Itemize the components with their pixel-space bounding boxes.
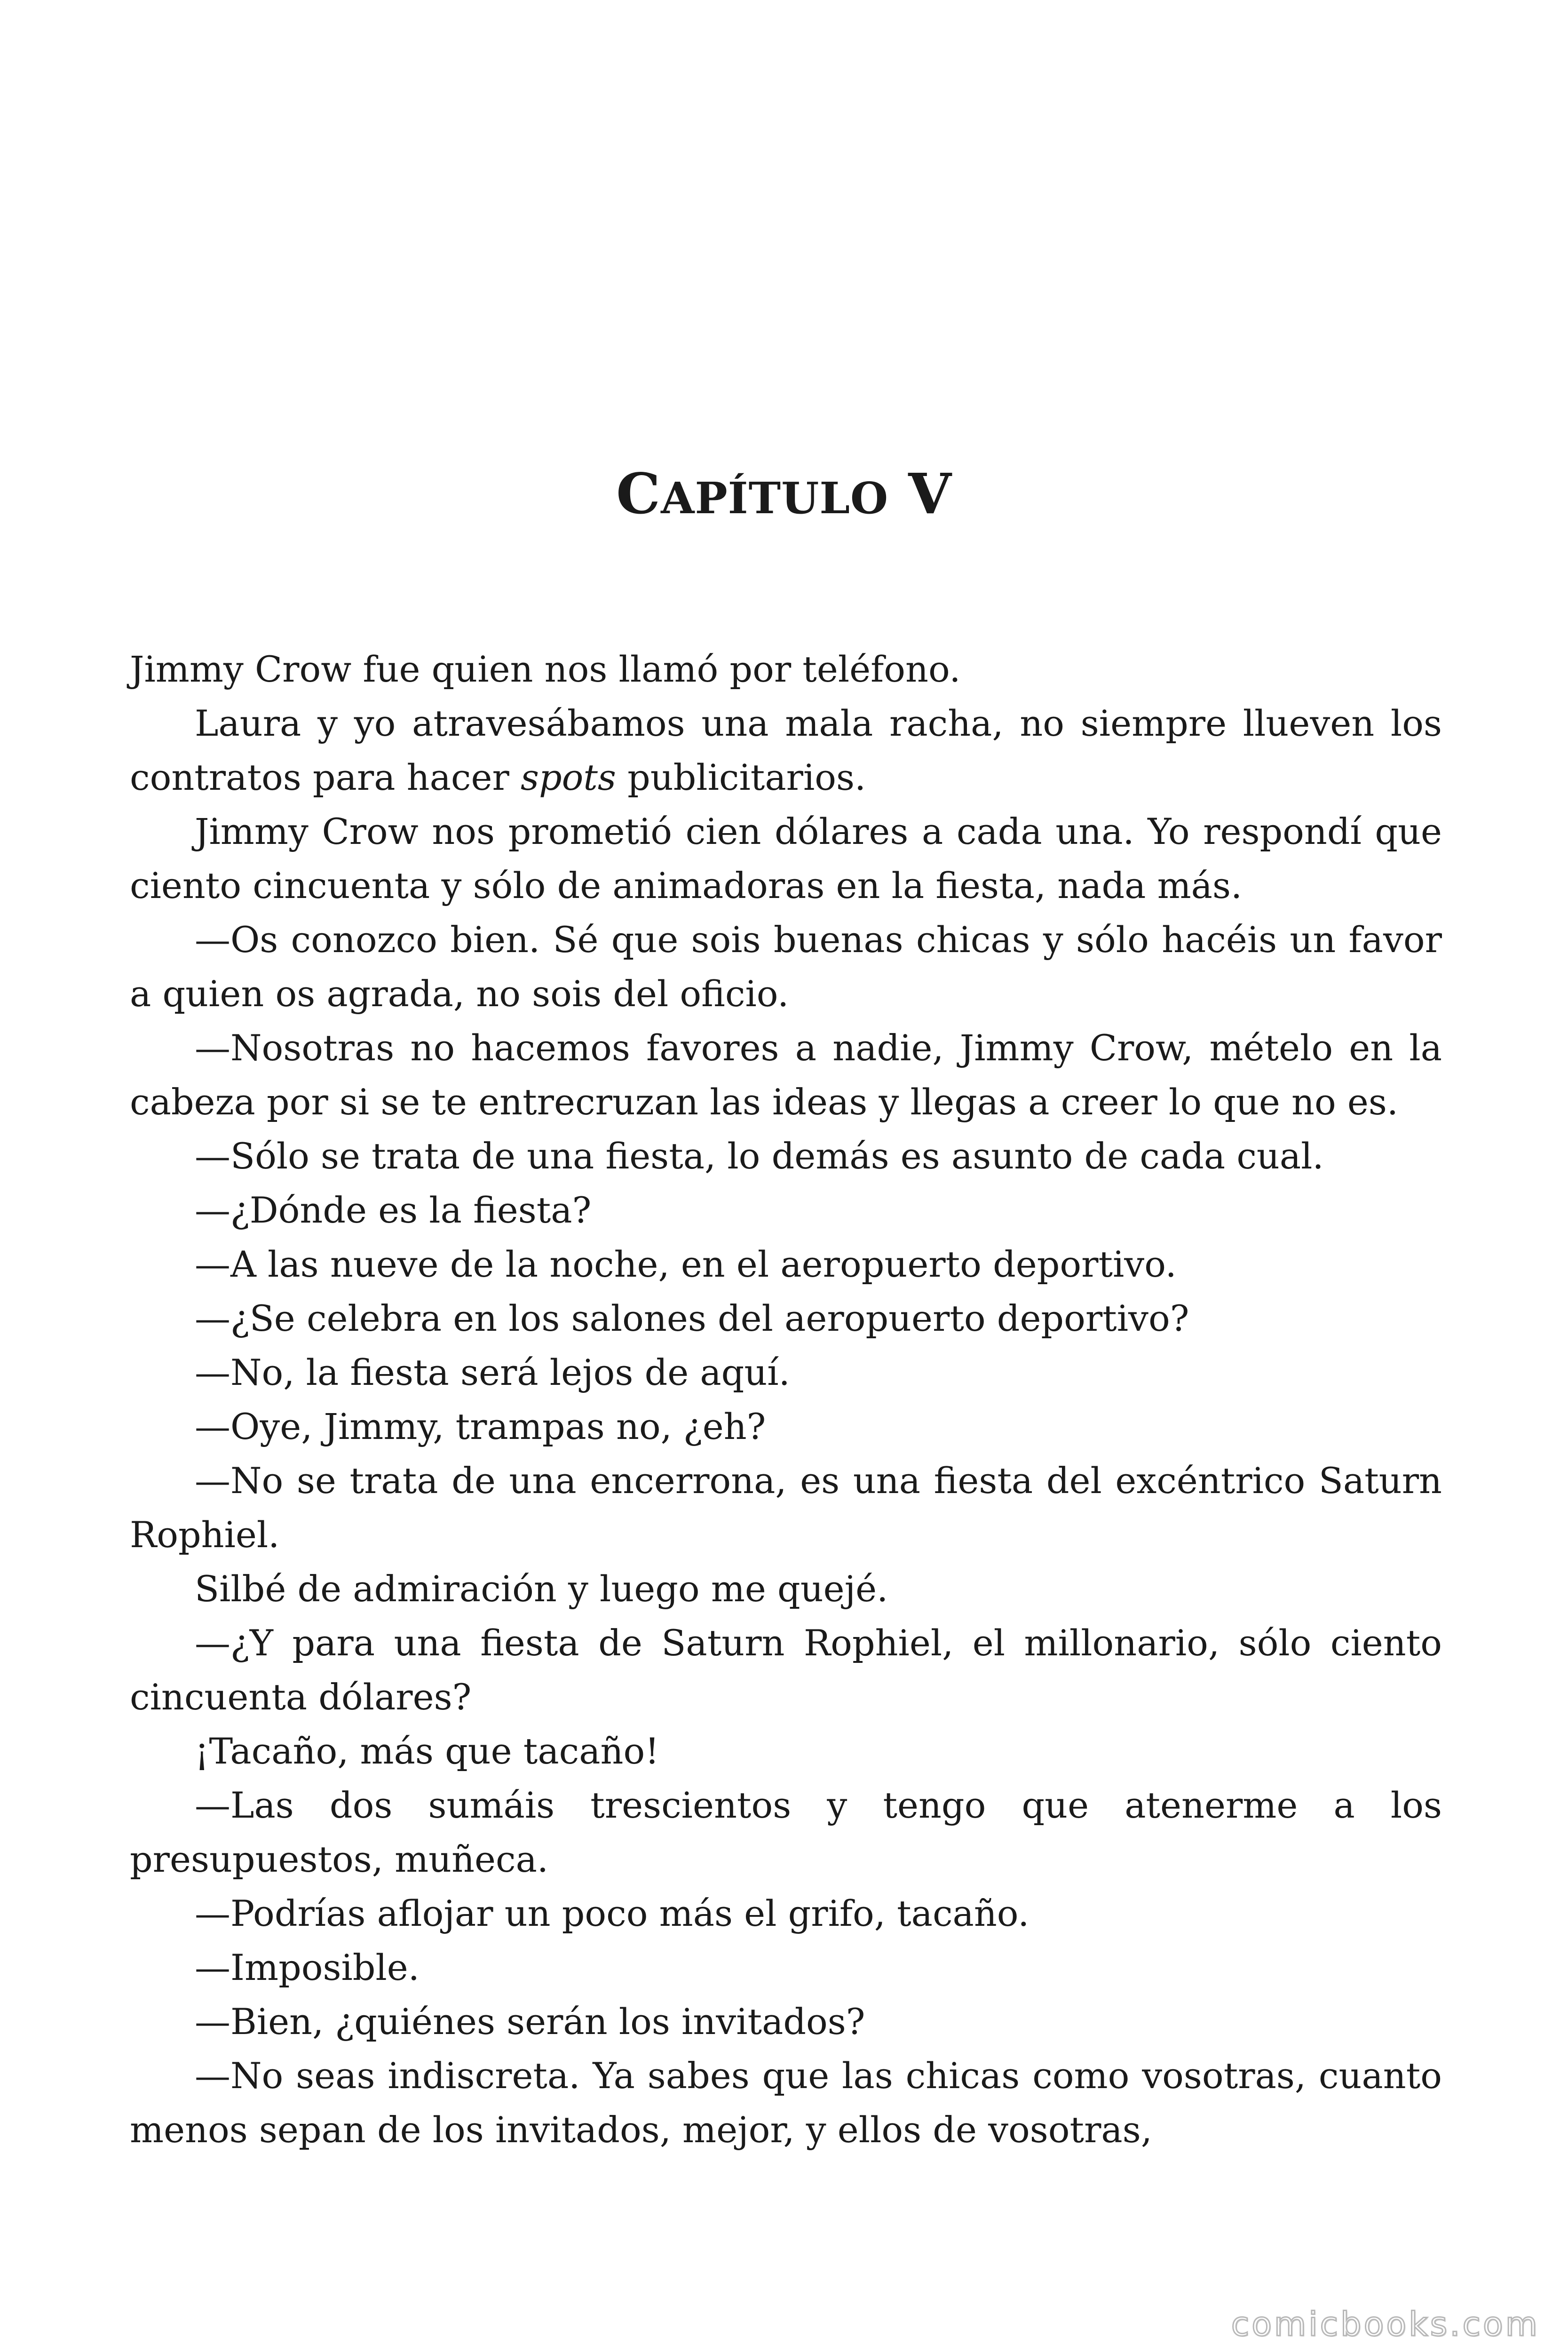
paragraph: —¿Se celebra en los salones del aeropuerto deportivo? xyxy=(195,1297,1189,1339)
paragraph: —No seas indiscreta. Ya sabes que las chicas como vosotras, cuanto menos sepan de los invitados, mejor, y ellos de vosotras, xyxy=(130,2055,1442,2151)
paragraph: Silbé de admiración y luego me quejé. xyxy=(195,1568,888,1610)
paragraph: —Os conozco bien. Sé que sois buenas chicas y sólo hacéis un favor a quien os agrada, no sois del oficio. xyxy=(130,919,1442,1015)
paragraph: —Imposible. xyxy=(195,1947,420,1988)
paragraph xyxy=(130,696,1442,804)
paragraph: —¿Y para una fiesta de Saturn Rophiel, el millonario, sólo ciento cincuenta dólares? xyxy=(130,1622,1442,1718)
paragraph: —No, la fiesta será lejos de aquí. xyxy=(195,1351,790,1393)
paragraph: —A las nueve de la noche, en el aeropuerto deportivo. xyxy=(195,1243,1177,1285)
chapter-title xyxy=(0,459,1568,533)
paragraph-text: publicitarios. xyxy=(616,756,866,798)
paragraph: ¡Tacaño, más que tacaño! xyxy=(195,1730,659,1772)
paragraph: Jimmy Crow fue quien nos llamó por teléfono. xyxy=(130,648,961,690)
italic-word: spots xyxy=(520,756,616,798)
paragraph: —Bien, ¿quiénes serán los invitados? xyxy=(195,2001,865,2042)
paragraph: —Podrías aflojar un poco más el grifo, tacaño. xyxy=(195,1892,1029,1934)
watermark: comicbooks.com xyxy=(1231,2305,1540,2344)
chapter-body xyxy=(130,642,1442,2157)
chapter-number: V xyxy=(908,461,952,526)
chapter-title-initial: C xyxy=(616,461,661,526)
paragraph: Jimmy Crow nos prometió cien dólares a cada una. Yo respondí que ciento cincuenta y sólo de animadoras en la fiesta, nada más. xyxy=(130,810,1442,906)
chapter-title-rest: APÍTULO xyxy=(661,473,889,524)
paragraph: —Sólo se trata de una fiesta, lo demás es asunto de cada cual. xyxy=(195,1135,1324,1177)
paragraph: —Las dos sumáis trescientos y tengo que atenerme a los presupuestos, muñeca. xyxy=(130,1784,1442,1880)
paragraph: —No se trata de una encerrona, es una fiesta del excéntrico Saturn Rophiel. xyxy=(130,1460,1442,1556)
paragraph: —¿Dónde es la fiesta? xyxy=(195,1189,592,1231)
paragraph: —Oye, Jimmy, trampas no, ¿eh? xyxy=(195,1406,766,1447)
paragraph: —Nosotras no hacemos favores a nadie, Jimmy Crow, mételo en la cabeza por si se te entrecruzan las ideas y llegas a creer lo que no es. xyxy=(130,1027,1442,1123)
paragraph-text: Laura y yo atravesábamos una mala racha, no siempre llueven los contratos para hacer xyxy=(130,702,1442,798)
